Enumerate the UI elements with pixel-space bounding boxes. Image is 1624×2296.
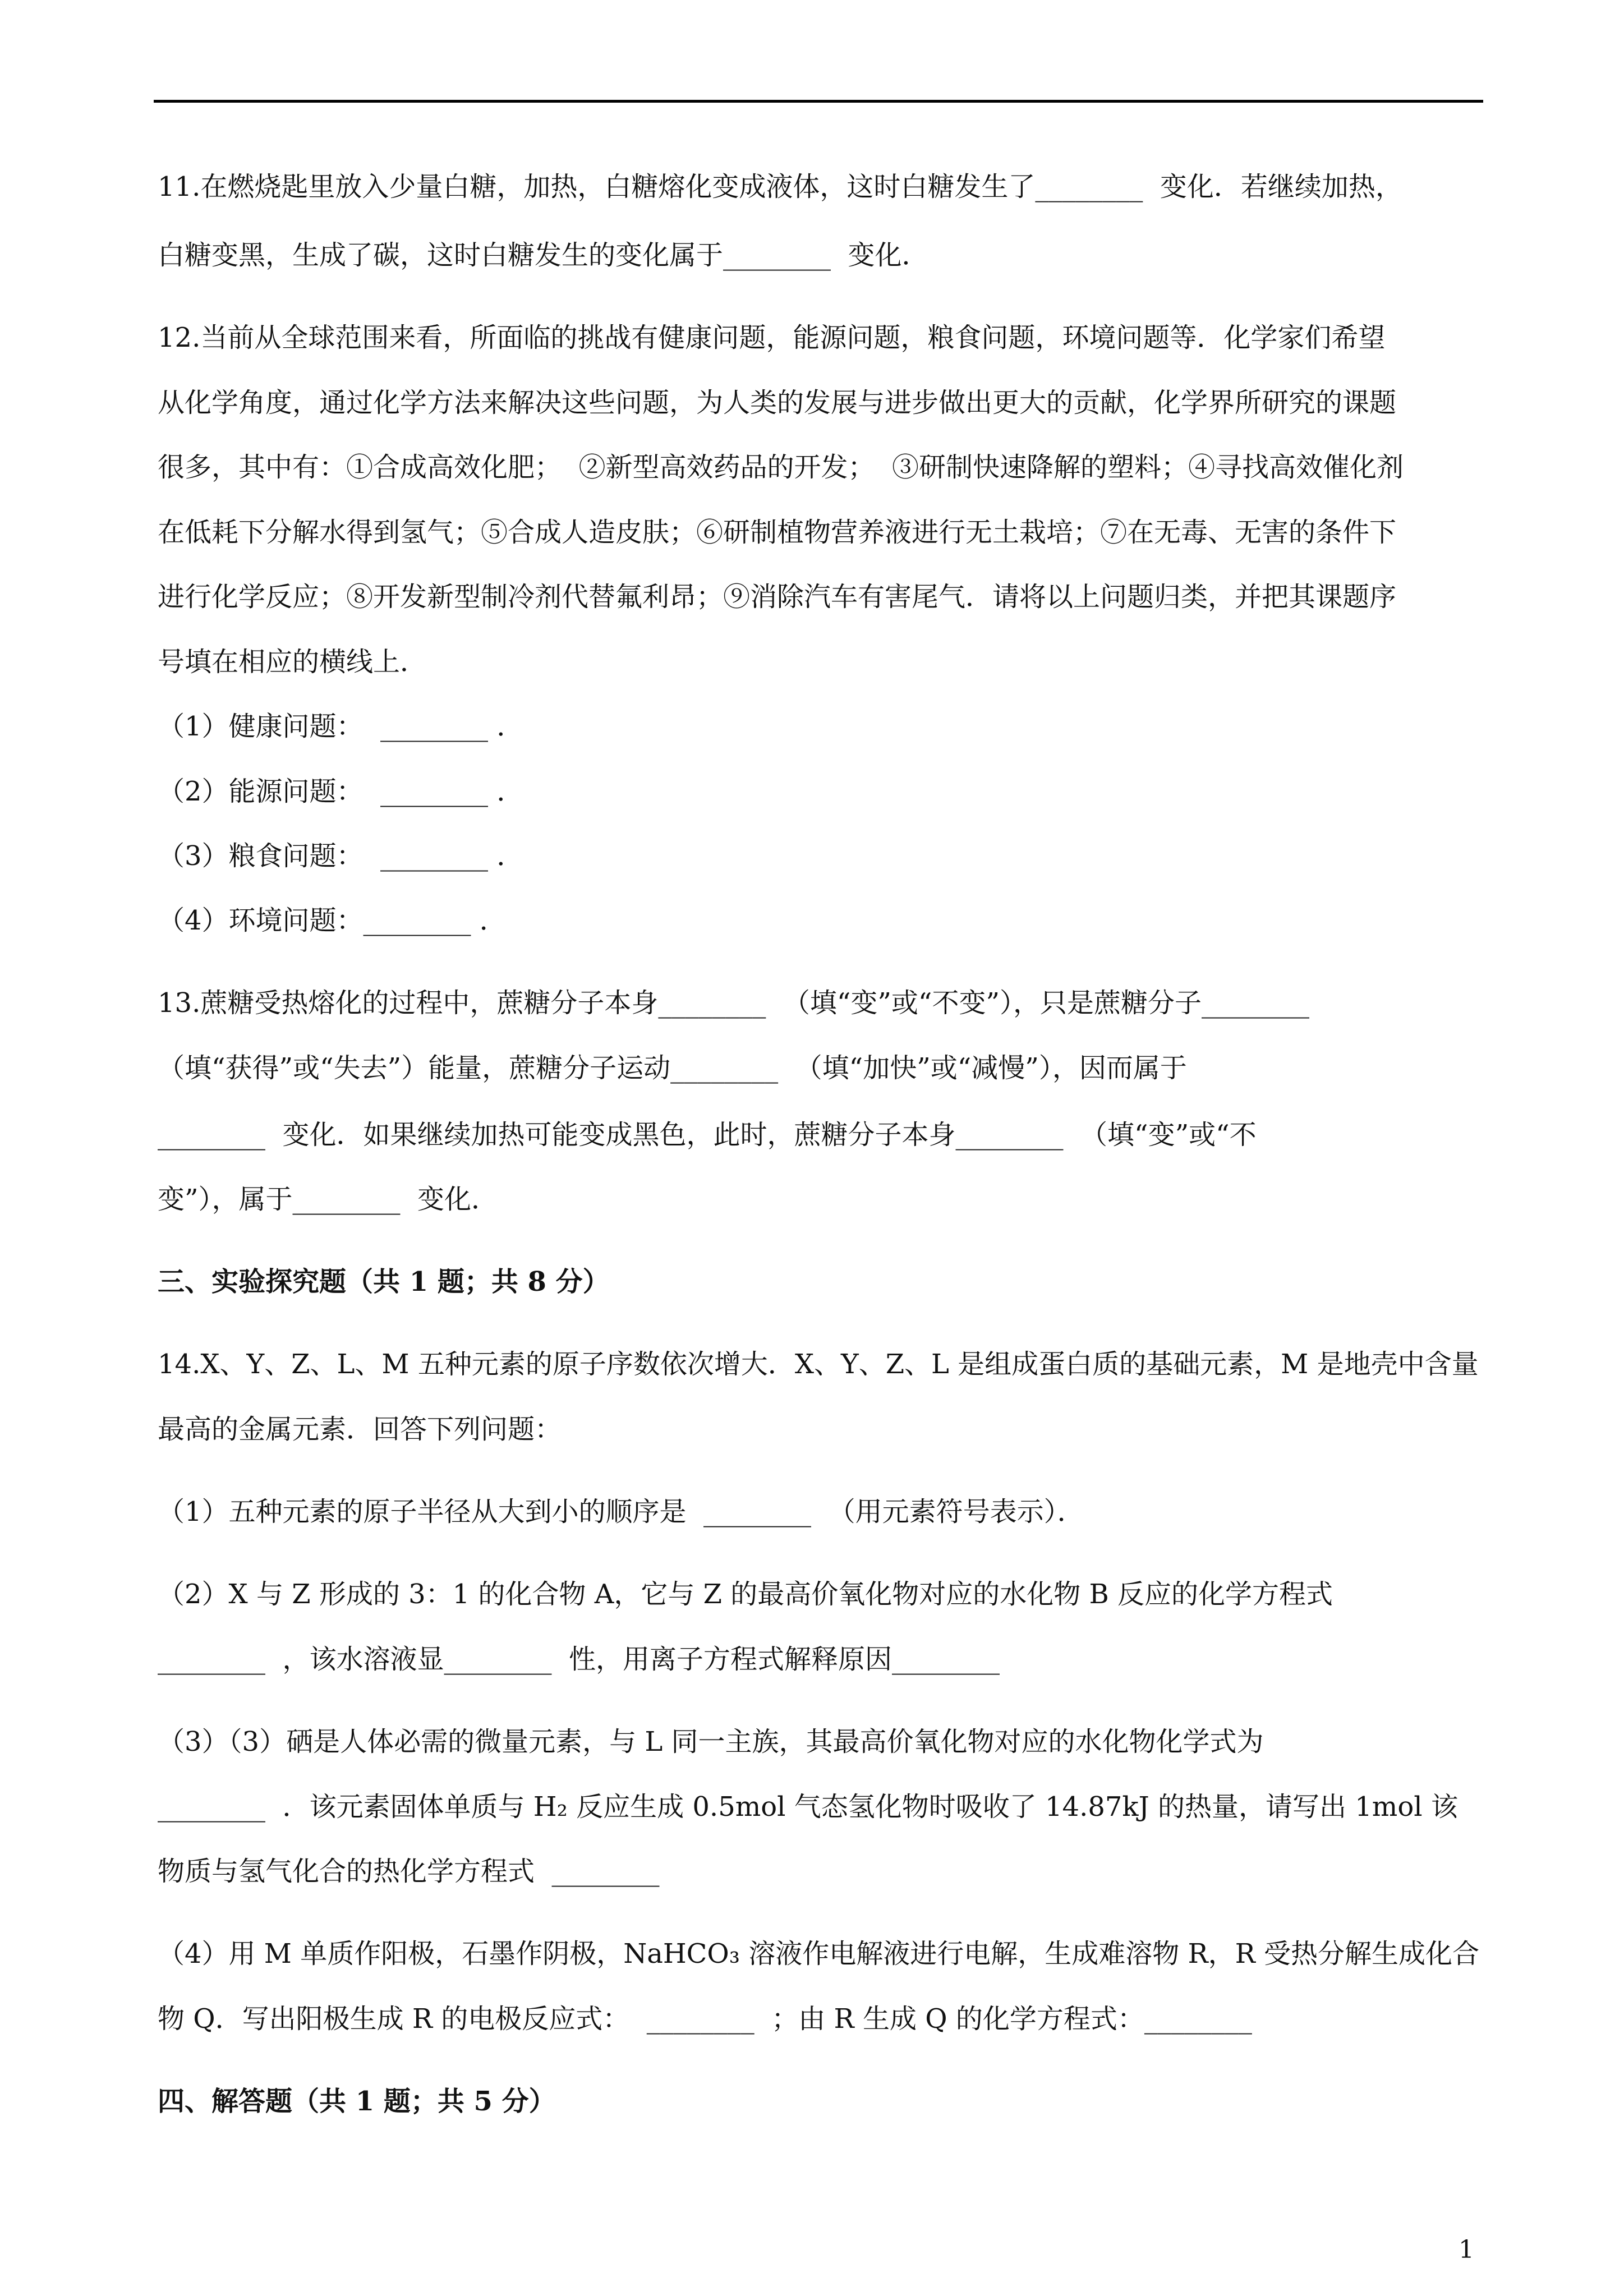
q14-sub-1: （1）五种元素的原子半径从大到小的顺序是 ________ （用元素符号表示）．: [158, 1496, 1084, 1527]
q12-sub-4: （4）环境问题：________ ．: [158, 905, 507, 936]
q13-line-4: 变”），属于________ 变化．: [158, 1184, 499, 1215]
header-rule: [154, 100, 1483, 103]
q14-sub-3-line-3: 物质与氢气化合的热化学方程式 ________: [158, 1856, 660, 1887]
q12-sub-3: （3）粮食问题： ________ ．: [158, 840, 524, 872]
q11-line-1: 11.在燃烧匙里放入少量白糖，加热，白糖熔化变成液体，这时白糖发生了________ 变化．若继续加热，: [158, 171, 1402, 203]
q14-sub-3-line-2: ________ ．该元素固体单质与 H₂ 反应生成 0.5mol 气态氢化物时吸收了 14.87kJ 的热量，请写出 1mol 该: [158, 1791, 1458, 1823]
q13-line-1: 13.蔗糖受热熔化的过程中，蔗糖分子本身________ （填“变”或“不变”），只是蔗糖分子________: [158, 987, 1310, 1019]
q12-line-4: 在低耗下分解水得到氢气；⑤合成人造皮肤；⑥研制植物营养液进行无土栽培；⑦在无毒、无害的条件下: [158, 517, 1397, 548]
q12-sub-2: （2）能源问题： ________ ．: [158, 776, 524, 807]
q14-sub-2-line-2: ________ ，该水溶液显________ 性，用离子方程式解释原因________: [158, 1644, 1000, 1675]
q12-line-6: 号填在相应的横线上．: [158, 646, 427, 678]
q14-sub-3-line-1: （3）（3）硒是人体必需的微量元素，与 L 同一主族，其最高价氧化物对应的水化物化学式为: [158, 1726, 1264, 1757]
q12-sub-1: （1）健康问题： ________ ．: [158, 711, 524, 742]
section-heading-3: 三、实验探究题（共 1 题；共 8 分）: [158, 1266, 610, 1297]
q11-line-2: 白糖变黑，生成了碳，这时白糖发生的变化属于________ 变化．: [158, 240, 929, 271]
q14-line-2: 最高的金属元素．回答下列问题：: [158, 1414, 562, 1445]
q14-sub-2-line-1: （2）X 与 Z 形成的 3：1 的化合物 A，它与 Z 的最高价氧化物对应的水化物 B 反应的化学方程式: [158, 1579, 1333, 1610]
q14-sub-4-line-2: 物 Q．写出阳极生成 R 的电极反应式： ________ ；由 R 生成 Q 的化学方程式：________: [158, 2003, 1252, 2035]
q14-sub-4-line-1: （4）用 M 单质作阳极，石墨作阴极，NaHCO₃ 溶液作电解液进行电解，生成难溶物 R，R 受热分解生成化合: [158, 1938, 1480, 1970]
q14-line-1: 14.X、Y、Z、L、M 五种元素的原子序数依次增大．X、Y、Z、L 是组成蛋白质的基础元素，M 是地壳中含量: [158, 1349, 1479, 1380]
q12-line-2: 从化学角度，通过化学方法来解决这些问题，为人类的发展与进步做出更大的贡献，化学界所研究的课题: [158, 387, 1397, 418]
q12-line-3: 很多，其中有：①合成高效化肥； ②新型高效药品的开发； ③研制快速降解的塑料；④寻找高效催化剂: [158, 452, 1404, 483]
q13-line-2: （填“获得”或“失去”）能量，蔗糖分子运动________ （填“加快”或“减慢”），因而属于: [158, 1052, 1187, 1084]
q12-line-5: 进行化学反应；⑧开发新型制冷剂代替氟利昂；⑨消除汽车有害尾气．请将以上问题归类，并把其课题序: [158, 581, 1397, 613]
page-number: 1: [1459, 2235, 1474, 2264]
section-heading-4: 四、解答题（共 1 题；共 5 分）: [158, 2086, 556, 2117]
q12-line-1: 12.当前从全球范围来看，所面临的挑战有健康问题，能源问题，粮食问题，环境问题等．化学家们希望: [158, 322, 1386, 353]
q13-line-3: ________ 变化．如果继续加热可能变成黑色，此时，蔗糖分子本身________ （填“变”或“不: [158, 1119, 1257, 1151]
